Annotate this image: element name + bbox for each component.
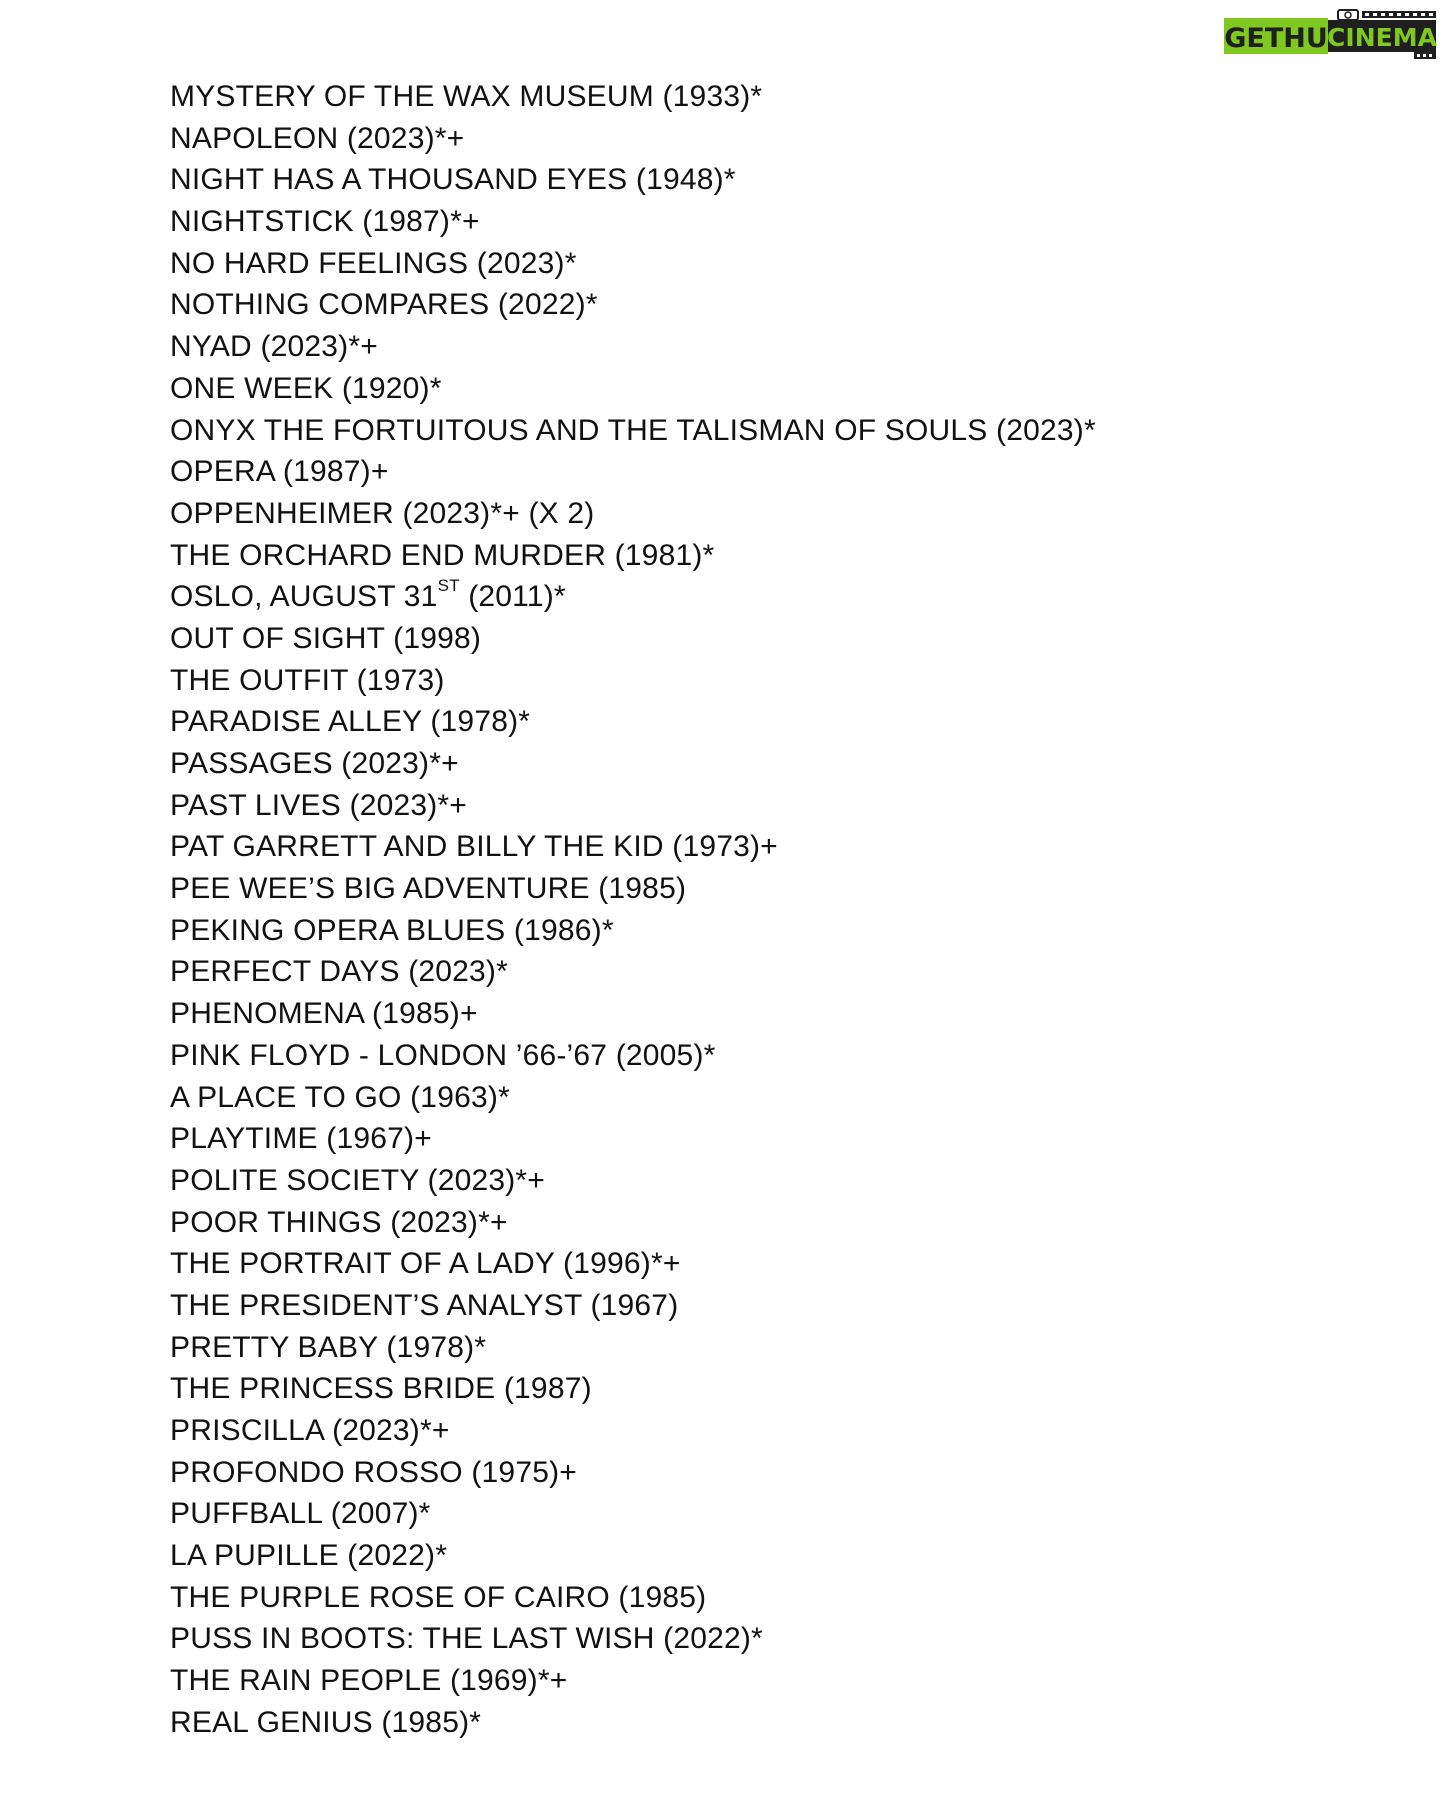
film-list-item bbox=[170, 284, 1096, 326]
logo-graphic bbox=[1222, 8, 1438, 60]
film-title-text: REAL GENIUS (1985)* bbox=[170, 1705, 482, 1739]
film-title-text: NIGHT HAS A THOUSAND EYES (1948)* bbox=[170, 163, 736, 197]
film-list-item bbox=[170, 1160, 1096, 1202]
film-list-item bbox=[170, 243, 1096, 285]
film-title-text: NOTHING COMPARES (2022)* bbox=[170, 288, 598, 322]
camera-icon bbox=[1338, 10, 1358, 20]
film-title-text: OPERA (1987)+ bbox=[170, 455, 389, 489]
film-list-item bbox=[170, 1035, 1096, 1077]
film-title-text: THE PRESIDENT’S ANALYST (1967) bbox=[170, 1288, 679, 1322]
film-list-item bbox=[170, 493, 1096, 535]
film-title-text: ONE WEEK (1920)* bbox=[170, 371, 442, 405]
film-list-item bbox=[170, 1493, 1096, 1535]
film-title-text: PEKING OPERA BLUES (1986)* bbox=[170, 913, 614, 947]
film-title-text: NIGHTSTICK (1987)*+ bbox=[170, 205, 480, 239]
film-title-text: THE PORTRAIT OF A LADY (1996)*+ bbox=[170, 1247, 681, 1281]
film-title-text: PINK FLOYD - LONDON ’66-’67 (2005)* bbox=[170, 1038, 716, 1072]
film-list-item bbox=[170, 451, 1096, 493]
film-title-text: NO HARD FEELINGS (2023)* bbox=[170, 246, 577, 280]
film-list-item bbox=[170, 1452, 1096, 1494]
film-list-item bbox=[170, 76, 1096, 118]
film-title-text: PUSS IN BOOTS: THE LAST WISH (2022)* bbox=[170, 1622, 763, 1656]
gethucinema-watermark-logo bbox=[1222, 8, 1438, 60]
film-strip-bottom-icon bbox=[1414, 52, 1436, 59]
film-title-text: LA PUPILLE (2022)* bbox=[170, 1539, 448, 1573]
film-list-item bbox=[170, 993, 1096, 1035]
film-list-item bbox=[170, 1702, 1096, 1744]
film-list-item bbox=[170, 326, 1096, 368]
film-title-list bbox=[170, 76, 1096, 1744]
film-title-text: PARADISE ALLEY (1978)* bbox=[170, 705, 531, 739]
film-title-text: THE OUTFIT (1973) bbox=[170, 663, 445, 697]
film-title-text: PAT GARRETT AND BILLY THE KID (1973)+ bbox=[170, 830, 778, 864]
film-list-item bbox=[170, 1660, 1096, 1702]
film-title-text: THE PRINCESS BRIDE (1987) bbox=[170, 1372, 592, 1406]
film-title-text: OSLO, AUGUST 31 bbox=[170, 580, 438, 614]
film-title-text: PASSAGES (2023)*+ bbox=[170, 747, 459, 780]
film-list-item bbox=[170, 743, 1096, 785]
film-list-item bbox=[170, 701, 1096, 743]
film-title-year-suffix: (2011)* bbox=[459, 580, 566, 614]
film-title-text: NAPOLEON (2023)*+ bbox=[170, 121, 465, 155]
film-title-text: THE RAIN PEOPLE (1969)*+ bbox=[170, 1664, 568, 1698]
film-title-text: PHENOMENA (1985)+ bbox=[170, 997, 478, 1031]
film-list-item bbox=[170, 1535, 1096, 1577]
film-title-text: PRETTY BABY (1978)* bbox=[170, 1330, 487, 1364]
film-list-item bbox=[170, 1410, 1096, 1452]
film-title-text: PERFECT DAYS (2023)* bbox=[170, 955, 508, 989]
film-title-text: POLITE SOCIETY (2023)*+ bbox=[170, 1163, 546, 1197]
film-title-text: PROFONDO ROSSO (1975)+ bbox=[170, 1455, 577, 1489]
film-list-item bbox=[170, 1368, 1096, 1410]
film-list-item bbox=[170, 951, 1096, 993]
film-title-text: MYSTERY OF THE WAX MUSEUM (1933)* bbox=[170, 80, 763, 113]
film-list-item bbox=[170, 410, 1096, 452]
film-list-item bbox=[170, 1577, 1096, 1619]
film-list-item bbox=[170, 1243, 1096, 1285]
film-list-item bbox=[170, 826, 1096, 868]
film-list-item bbox=[170, 660, 1096, 702]
film-title-text: A PLACE TO GO (1963)* bbox=[170, 1080, 510, 1114]
film-list-item bbox=[170, 1118, 1096, 1160]
film-list-item bbox=[170, 159, 1096, 201]
film-title-text: PUFFBALL (2007)* bbox=[170, 1497, 431, 1531]
film-list-item bbox=[170, 118, 1096, 160]
film-title-text: PLAYTIME (1967)+ bbox=[170, 1122, 432, 1156]
film-title-text: PRISCILLA (2023)*+ bbox=[170, 1414, 450, 1447]
film-strip-top-icon bbox=[1362, 11, 1436, 18]
film-list-item bbox=[170, 1618, 1096, 1660]
film-list-item bbox=[170, 785, 1096, 827]
film-list-item bbox=[170, 535, 1096, 577]
film-title-text: OUT OF SIGHT (1998) bbox=[170, 621, 482, 655]
film-list-item bbox=[170, 1327, 1096, 1369]
film-list-item bbox=[170, 1285, 1096, 1327]
film-title-text: THE PURPLE ROSE OF CAIRO (1985) bbox=[170, 1580, 707, 1614]
film-title-text: PEE WEE’S BIG ADVENTURE (1985) bbox=[170, 872, 687, 906]
film-title-text: OPPENHEIMER (2023)*+ (X 2) bbox=[170, 496, 595, 530]
film-title-text: ONYX THE FORTUITOUS AND THE TALISMAN OF SOULS (2023)* bbox=[170, 413, 1096, 447]
film-list-item bbox=[170, 576, 1096, 618]
logo-text-part-one: GETHU bbox=[1224, 23, 1328, 54]
film-list-item bbox=[170, 910, 1096, 952]
film-title-text: POOR THINGS (2023)*+ bbox=[170, 1205, 508, 1239]
film-title-superscript: ST bbox=[437, 576, 460, 596]
film-title-text: THE ORCHARD END MURDER (1981)* bbox=[170, 538, 715, 572]
film-list-item bbox=[170, 201, 1096, 243]
film-title-text: PAST LIVES (2023)*+ bbox=[170, 788, 468, 822]
film-list-item bbox=[170, 618, 1096, 660]
logo-text-part-two: CINEMA bbox=[1327, 23, 1437, 52]
film-list-item bbox=[170, 1077, 1096, 1119]
film-title-text: NYAD (2023)*+ bbox=[170, 330, 378, 364]
film-list-item bbox=[170, 1202, 1096, 1244]
film-list-item bbox=[170, 868, 1096, 910]
film-list-item bbox=[170, 368, 1096, 410]
